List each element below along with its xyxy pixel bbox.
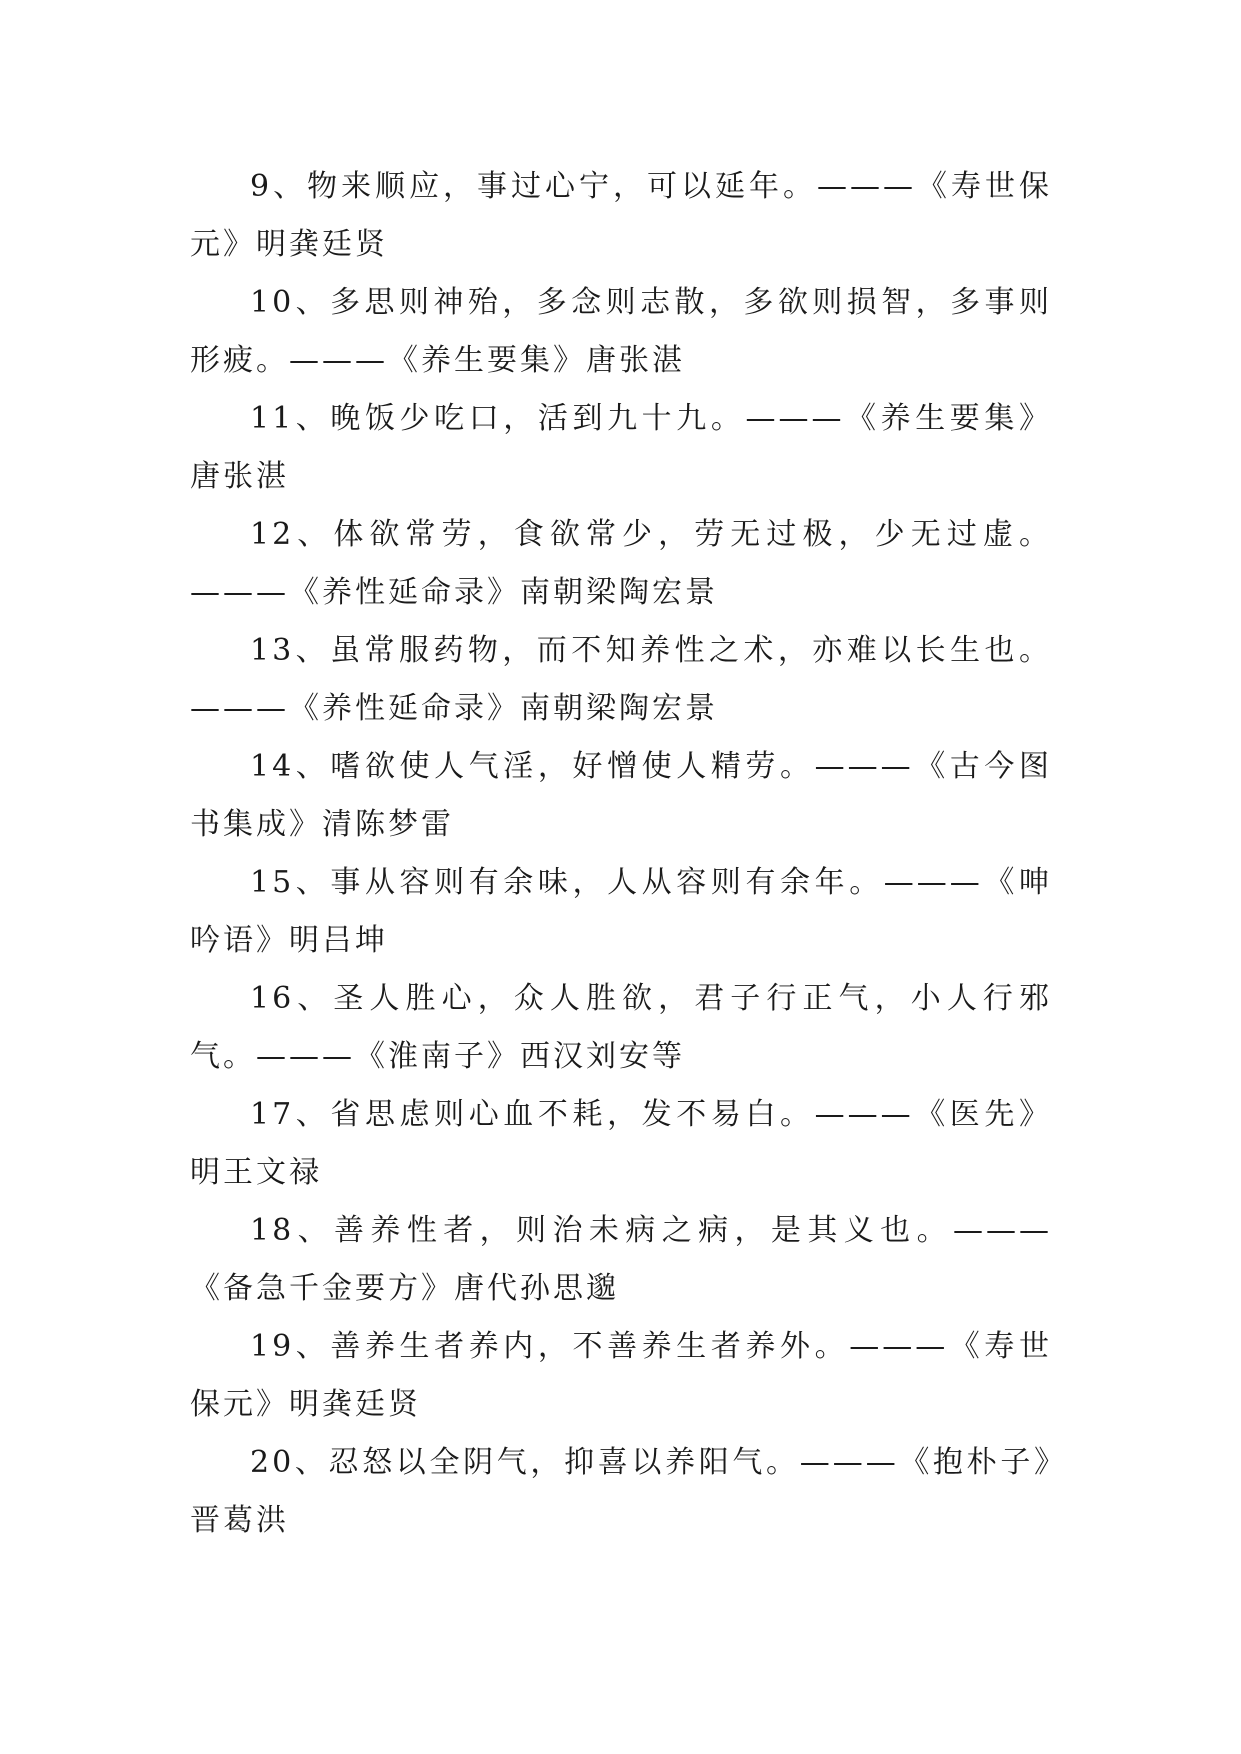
document-page [190, 158, 1052, 1550]
quote-paragraph-16: 16、圣人胜心，众人胜欲，君子行正气，小人行邪气。———《淮南子》西汉刘安等 [190, 981, 1052, 1074]
quote-paragraph-9: 9、物来顺应，事过心宁，可以延年。———《寿世保元》明龚廷贤 [190, 169, 1052, 262]
quote-paragraph-11: 11、晚饭少吃口，活到九十九。———《养生要集》唐张湛 [190, 401, 1052, 494]
quote-paragraph-18: 18、善养性者，则治未病之病，是其义也。———《备急千金要方》唐代孙思邈 [190, 1213, 1052, 1306]
quote-paragraph-20: 20、忍怒以全阴气，抑喜以养阳气。———《抱朴子》晋葛洪 [190, 1445, 1052, 1538]
quote-paragraph-12: 12、体欲常劳，食欲常少，劳无过极，少无过虚。———《养性延命录》南朝梁陶宏景 [190, 517, 1052, 610]
quote-paragraph-15: 15、事从容则有余味，人从容则有余年。———《呻吟语》明吕坤 [190, 865, 1052, 958]
quote-paragraph-14: 14、嗜欲使人气淫，好憎使人精劳。———《古今图书集成》清陈梦雷 [190, 749, 1052, 842]
quote-paragraph-10: 10、多思则神殆，多念则志散，多欲则损智，多事则形疲。———《养生要集》唐张湛 [190, 285, 1052, 378]
quote-paragraph-19: 19、善养生者养内，不善养生者养外。———《寿世保元》明龚廷贤 [190, 1329, 1052, 1422]
quote-paragraph-17: 17、省思虑则心血不耗，发不易白。———《医先》明王文禄 [190, 1097, 1052, 1190]
quote-paragraph-13: 13、虽常服药物，而不知养性之术，亦难以长生也。———《养性延命录》南朝梁陶宏景 [190, 633, 1052, 726]
